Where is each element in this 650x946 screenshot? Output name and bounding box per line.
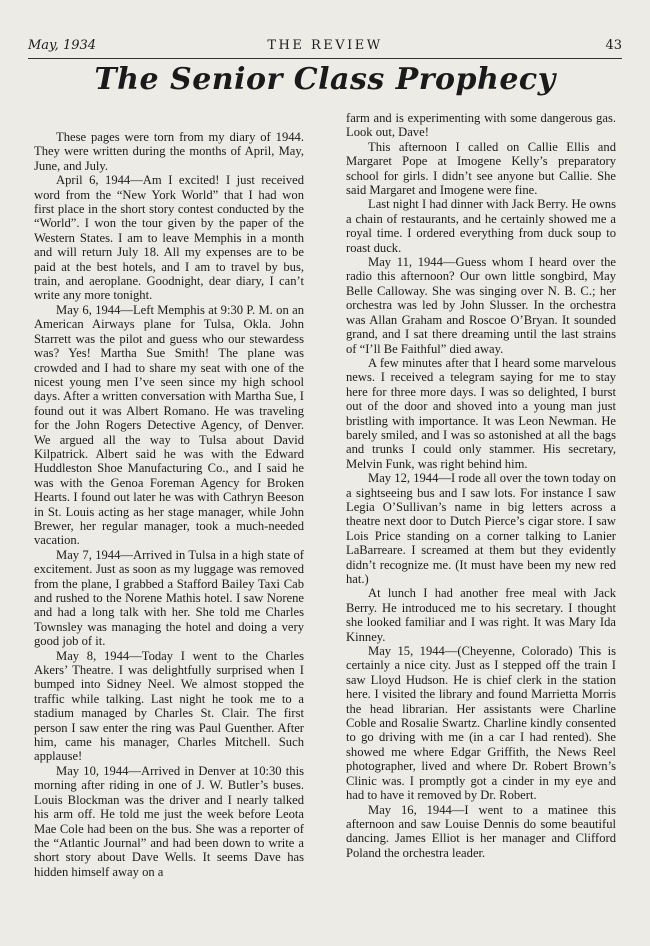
paragraph: Last night I had dinner with Jack Berry. He owns a chain of restaurants, and he certainly showed me a royal time. I ordered everything from duck soup to roast duck. [346,197,616,255]
header-rule [28,58,622,59]
right-column [346,111,616,860]
paragraph: May 12, 1944—I rode all over the town today on a sightseeing bus and I saw lots. For instance I saw Legia O’Sullivan’s name in big letters across a theatre next door to Dutch Pierce’s cigar store. I saw Lois Price standing on a corner talking to Lanier LaBarreare. I screamed at them but they evidently didn’t recognize me. (It must have been my new red hat.) [346,471,616,586]
paragraph: April 6, 1944—Am I excited! I just received word from the “New York World” that I had won first place in the short story contest conducted by the “World”. I won the tour given by the paper of the Western States. I am to leave Memphis in a month and will return July 18. All my expenses are to be paid at the best hotels, and I am to travel by bus, train, and aeroplane. Goodnight, dear diary, I can’t write any more tonight. [34,173,304,303]
left-column [34,130,304,879]
issue-date: May, 1934 [28,38,97,53]
paragraph: These pages were torn from my diary of 1944. They were written during the months of April, May, June, and July. [34,130,304,173]
paragraph: At lunch I had another free meal with Jack Berry. He introduced me to his secretary. I thought she looked familiar and I was right. It was Mary Ida Kinney. [346,586,616,644]
paragraph: May 16, 1944—I went to a matinee this afternoon and saw Louise Dennis do some beautiful dancing. James Elliot is her manager and Clifford Poland the orchestra leader. [346,802,616,860]
paragraph: A few minutes after that I heard some marvelous news. I received a telegram saying for me to stay here for three more days. I was so delighted, I burst out of the door and shoved into a young man just bristling with importance. It was Leon Newman. He barely smiled, and I was so astonished at all the bags and trunks I could only stammer. His secretary, Melvin Funk, was right behind him. [346,355,616,471]
paragraph: May 8, 1944—Today I went to the Charles Akers’ Theatre. I was delightfully surprised when I bumped into Sidney Neel. We almost stopped the traffic while talking. Last night he took me to a stadium managed by Charles St. Clair. The first person I saw enter the ring was Paul Guenther. After him, came his manager, Charles Mitchell. Such applause! [34,648,304,764]
page-number: 43 [605,38,622,53]
paragraph: May 15, 1944—(Cheyenne, Colorado) This is certainly a nice city. Just as I stepped off the train I saw Lloyd Hudson. He is chief clerk in the station here. I visited the library and found Marrietta Morris the head librarian. Her assistants were Charline Coble and Rosalie Swartz. Charline kindly consented to go driving with me (in a car I had rented). She showed me where Edgar Griffith, the News Reel photographer, lived and where Dr. Robert Brown’s Clinic was. I promptly got a cinder in my eye and had to have it removed by Dr. Robert. [346,644,616,803]
paragraph: May 7, 1944—Arrived in Tulsa in a high state of excitement. Just as soon as my luggage was removed from the plane, I grabbed a Stafford Bailey Taxi Cab and rushed to the Norene Mathis hotel. I saw Norene and had a long talk with her. She told me Charles Townsley was managing the hotel and doing a very good job of it. [34,547,304,649]
magazine-name: THE REVIEW [267,38,383,53]
paragraph: May 11, 1944—Guess whom I heard over the radio this afternoon? Our own little songbird, May Belle Calloway. She was singing over N. B. C.; her orchestra was led by John Slusser. In the orchestra was Allan Graham and Roscoe O’Bryan. It sounded grand, and I sat there dreaming until the last strains of “I’ll Be Faithful” died away. [346,255,616,356]
paragraph: farm and is experimenting with some dangerous gas. Look out, Dave! [346,111,616,140]
paragraph: This afternoon I called on Callie Ellis and Margaret Pope at Imogene Kelly’s preparatory school for girls. I didn’t see anyone but Callie. She said Margaret and Imogene were fine. [346,139,616,198]
article-title: The Senior Class Prophecy [94,62,556,97]
running-header [28,38,622,58]
paragraph: May 6, 1944—Left Memphis at 9:30 P. M. on an American Airways plane for Tulsa, Okla. John Starrett was the pilot and guess who our stewardess was? Yes! Martha Sue Smith! The plane was crowded and I had to share my seat with one of the nicest young men I’ve seen since my high school days. After a written conversation with Martha Sue, I found out it was Albert Romano. He was traveling for the John Rogers Detective Agency, of Denver. We argued all the way to Tulsa about David Kilpatrick. Albert said he was with the Edward Huddleston Shoe Manufacturing Co., and I said he was with the Genoa Foreman Agency for Broken Hearts. I found out later he was with Cathryn Beeson in St. Louis acting as her stage manager, while John Brewer, her regular manager, took a much-needed vacation. [34,302,304,548]
paragraph: May 10, 1944—Arrived in Denver at 10:30 this morning after riding in one of J. W. Butler’s buses. Louis Blockman was the driver and I nearly talked his arm off. He told me just the week before Leota Mae Cole had been on the bus. She was a reporter of the “Atlantic Journal” and had been down to write a short story about Dave Wells. It seems Dave has hidden himself away on a [34,763,304,879]
